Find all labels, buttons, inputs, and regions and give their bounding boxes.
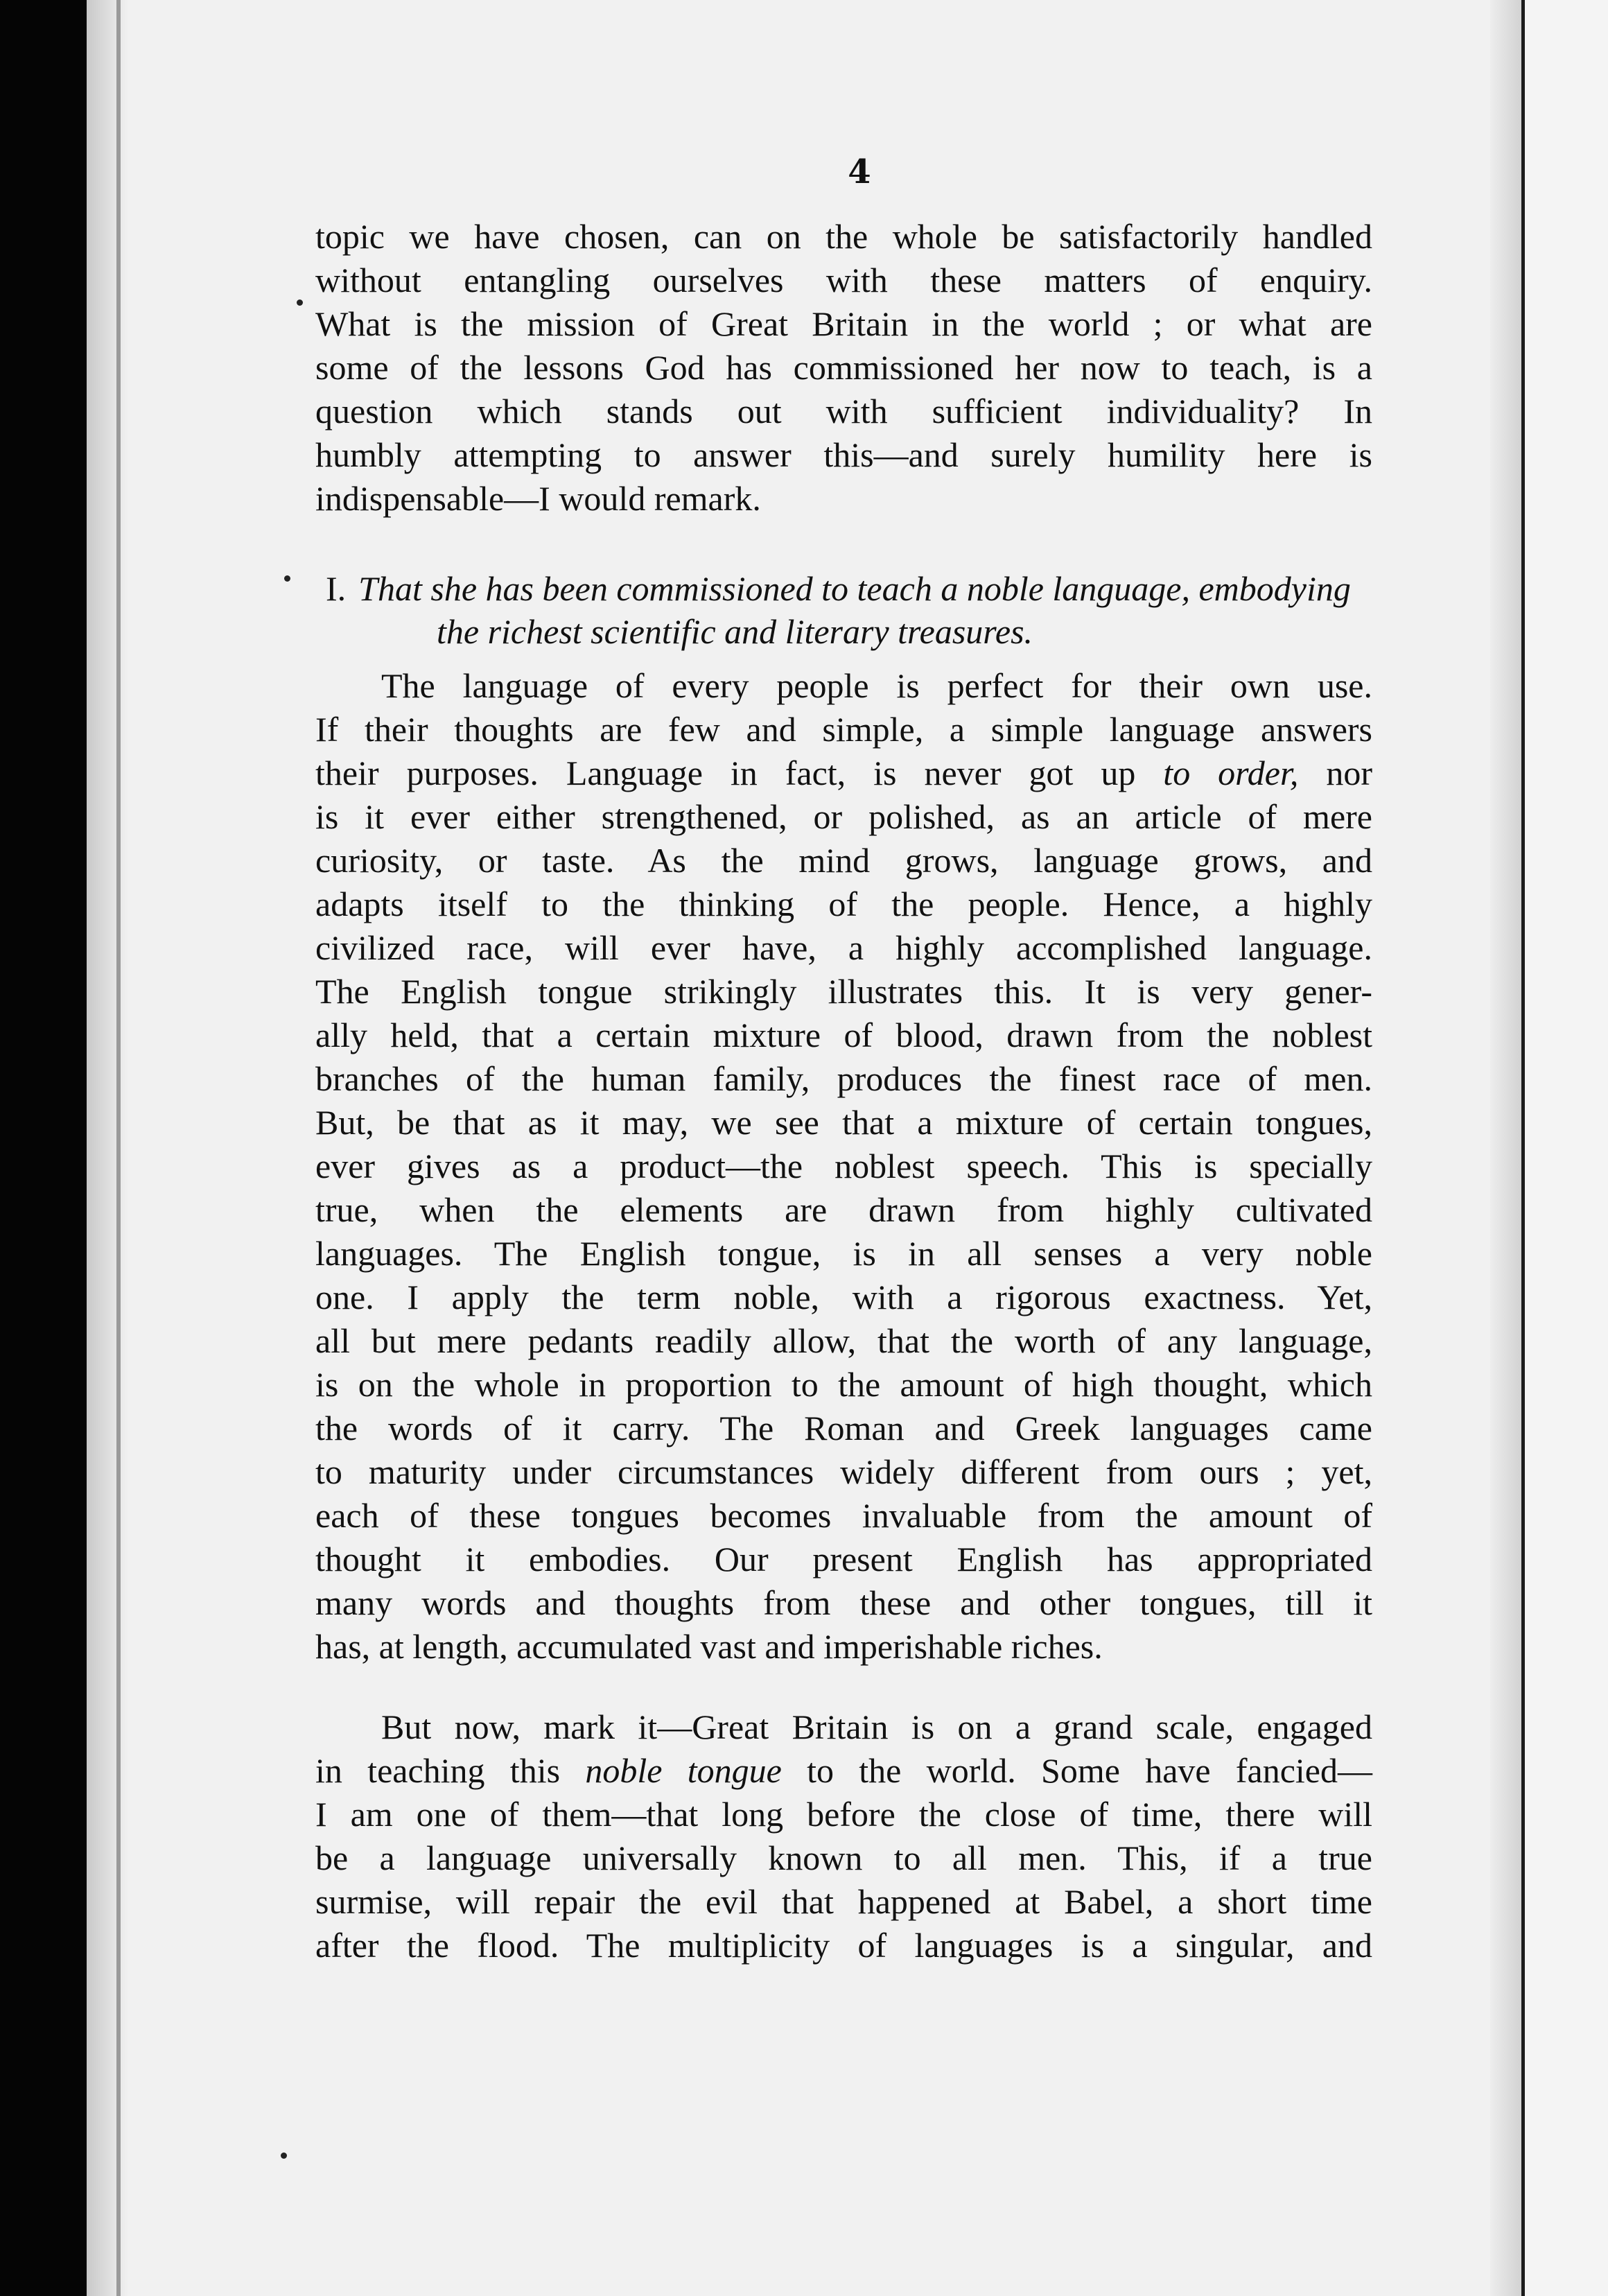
section-numeral: I.	[326, 569, 347, 608]
section-heading	[326, 567, 1372, 653]
emphasis-text: to order,	[1163, 754, 1299, 792]
text-line: thought it embodies. Our present English has appropriated	[315, 1540, 1372, 1578]
gutter-shadow	[87, 0, 128, 2296]
next-page-strip	[1525, 0, 1608, 2296]
text-line: branches of the human family, produces the finest race of men.	[315, 1059, 1372, 1098]
text-run: nor	[1298, 754, 1372, 792]
text-run: to the world. Some have fancied—	[781, 1751, 1372, 1790]
text-line: civilized race, will ever have, a highly accomplished language.	[315, 928, 1372, 967]
text-line: languages. The English tongue, is in all senses a very noble	[315, 1234, 1372, 1273]
page-fold-line	[116, 0, 121, 2296]
text-line: surmise, will repair the evil that happened at Babel, a short time	[315, 1882, 1372, 1921]
text-line: ever gives as a product—the noblest speech. This is specially	[315, 1147, 1372, 1185]
section-title-line-1: That she has been commissioned to teach a noble language, embodying	[358, 569, 1351, 608]
text-line: to maturity under circumstances widely different from ours ; yet,	[315, 1452, 1372, 1491]
text-line: true, when the elements are drawn from highly cultivated	[315, 1190, 1372, 1229]
text-line: question which stands out with sufficient individuality? In	[315, 392, 1372, 430]
scan-speck	[284, 575, 290, 582]
text-line: If their thoughts are few and simple, a simple language answers	[315, 710, 1372, 749]
text-line: be a language universally known to all men. This, if a true	[315, 1838, 1372, 1877]
text-line: ally held, that a certain mixture of blood, drawn from the noblest	[315, 1016, 1372, 1054]
text-line: all but mere pedants readily allow, that the worth of any language,	[315, 1321, 1372, 1360]
text-line: has, at length, accumulated vast and imperishable riches.	[315, 1627, 1103, 1666]
paragraph-2	[315, 664, 1372, 1669]
text-line: is on the whole in proportion to the amount of high thought, which	[315, 1365, 1372, 1404]
text-line: topic we have chosen, can on the whole be satisfactorily handled	[315, 217, 1372, 256]
paragraph-3	[315, 1705, 1372, 1967]
text-line: after the flood. The multiplicity of languages is a singular, and	[315, 1926, 1372, 1965]
text-line: But, be that as it may, we see that a mixture of certain tongues,	[315, 1103, 1372, 1142]
text-line: the words of it carry. The Roman and Greek languages came	[315, 1409, 1372, 1447]
text-line: What is the mission of Great Britain in the world ; or what are	[315, 304, 1372, 343]
text-line-mixed	[315, 751, 1372, 795]
text-line: indispensable—I would remark.	[315, 479, 761, 518]
text-line: But now, mark it—Great Britain is on a grand scale, engaged	[381, 1707, 1372, 1746]
text-line: each of these tongues becomes invaluable from the amount of	[315, 1496, 1372, 1535]
text-line: I am one of them—that long before the close of time, there will	[315, 1795, 1372, 1834]
scan-speck	[281, 2152, 287, 2159]
text-line: one. I apply the term noble, with a rigorous exactness. Yet,	[315, 1278, 1372, 1316]
text-line: humbly attempting to answer this—and surely humility here is	[315, 435, 1372, 474]
emphasis-text: noble tongue	[585, 1751, 782, 1790]
text-line: some of the lessons God has commissioned her now to teach, is a	[315, 348, 1372, 387]
text-line-mixed	[315, 1749, 1372, 1793]
scan-left-margin	[0, 0, 87, 2296]
text-line: many words and thoughts from these and other tongues, till it	[315, 1583, 1372, 1622]
text-run: their purposes. Language in fact, is never got up	[315, 754, 1164, 792]
opening-paragraph	[315, 215, 1372, 521]
page-number: 4	[848, 153, 871, 191]
scan-speck	[297, 299, 303, 306]
text-line: is it ever either strengthened, or polished, as an article of mere	[315, 797, 1372, 836]
text-line: curiosity, or taste. As the mind grows, language grows, and	[315, 841, 1372, 880]
page-right-edge-shadow	[1490, 0, 1525, 2296]
text-line: adapts itself to the thinking of the people. Hence, a highly	[315, 885, 1372, 923]
text-line: The English tongue strikingly illustrates this. It is very gener-	[315, 972, 1372, 1011]
text-line: The language of every people is perfect for their own use.	[381, 666, 1372, 705]
section-title-line-2: the richest scientific and literary treasures.	[437, 612, 1033, 651]
text-line: without entangling ourselves with these matters of enquiry.	[315, 261, 1372, 299]
text-run: in teaching this	[315, 1751, 586, 1790]
